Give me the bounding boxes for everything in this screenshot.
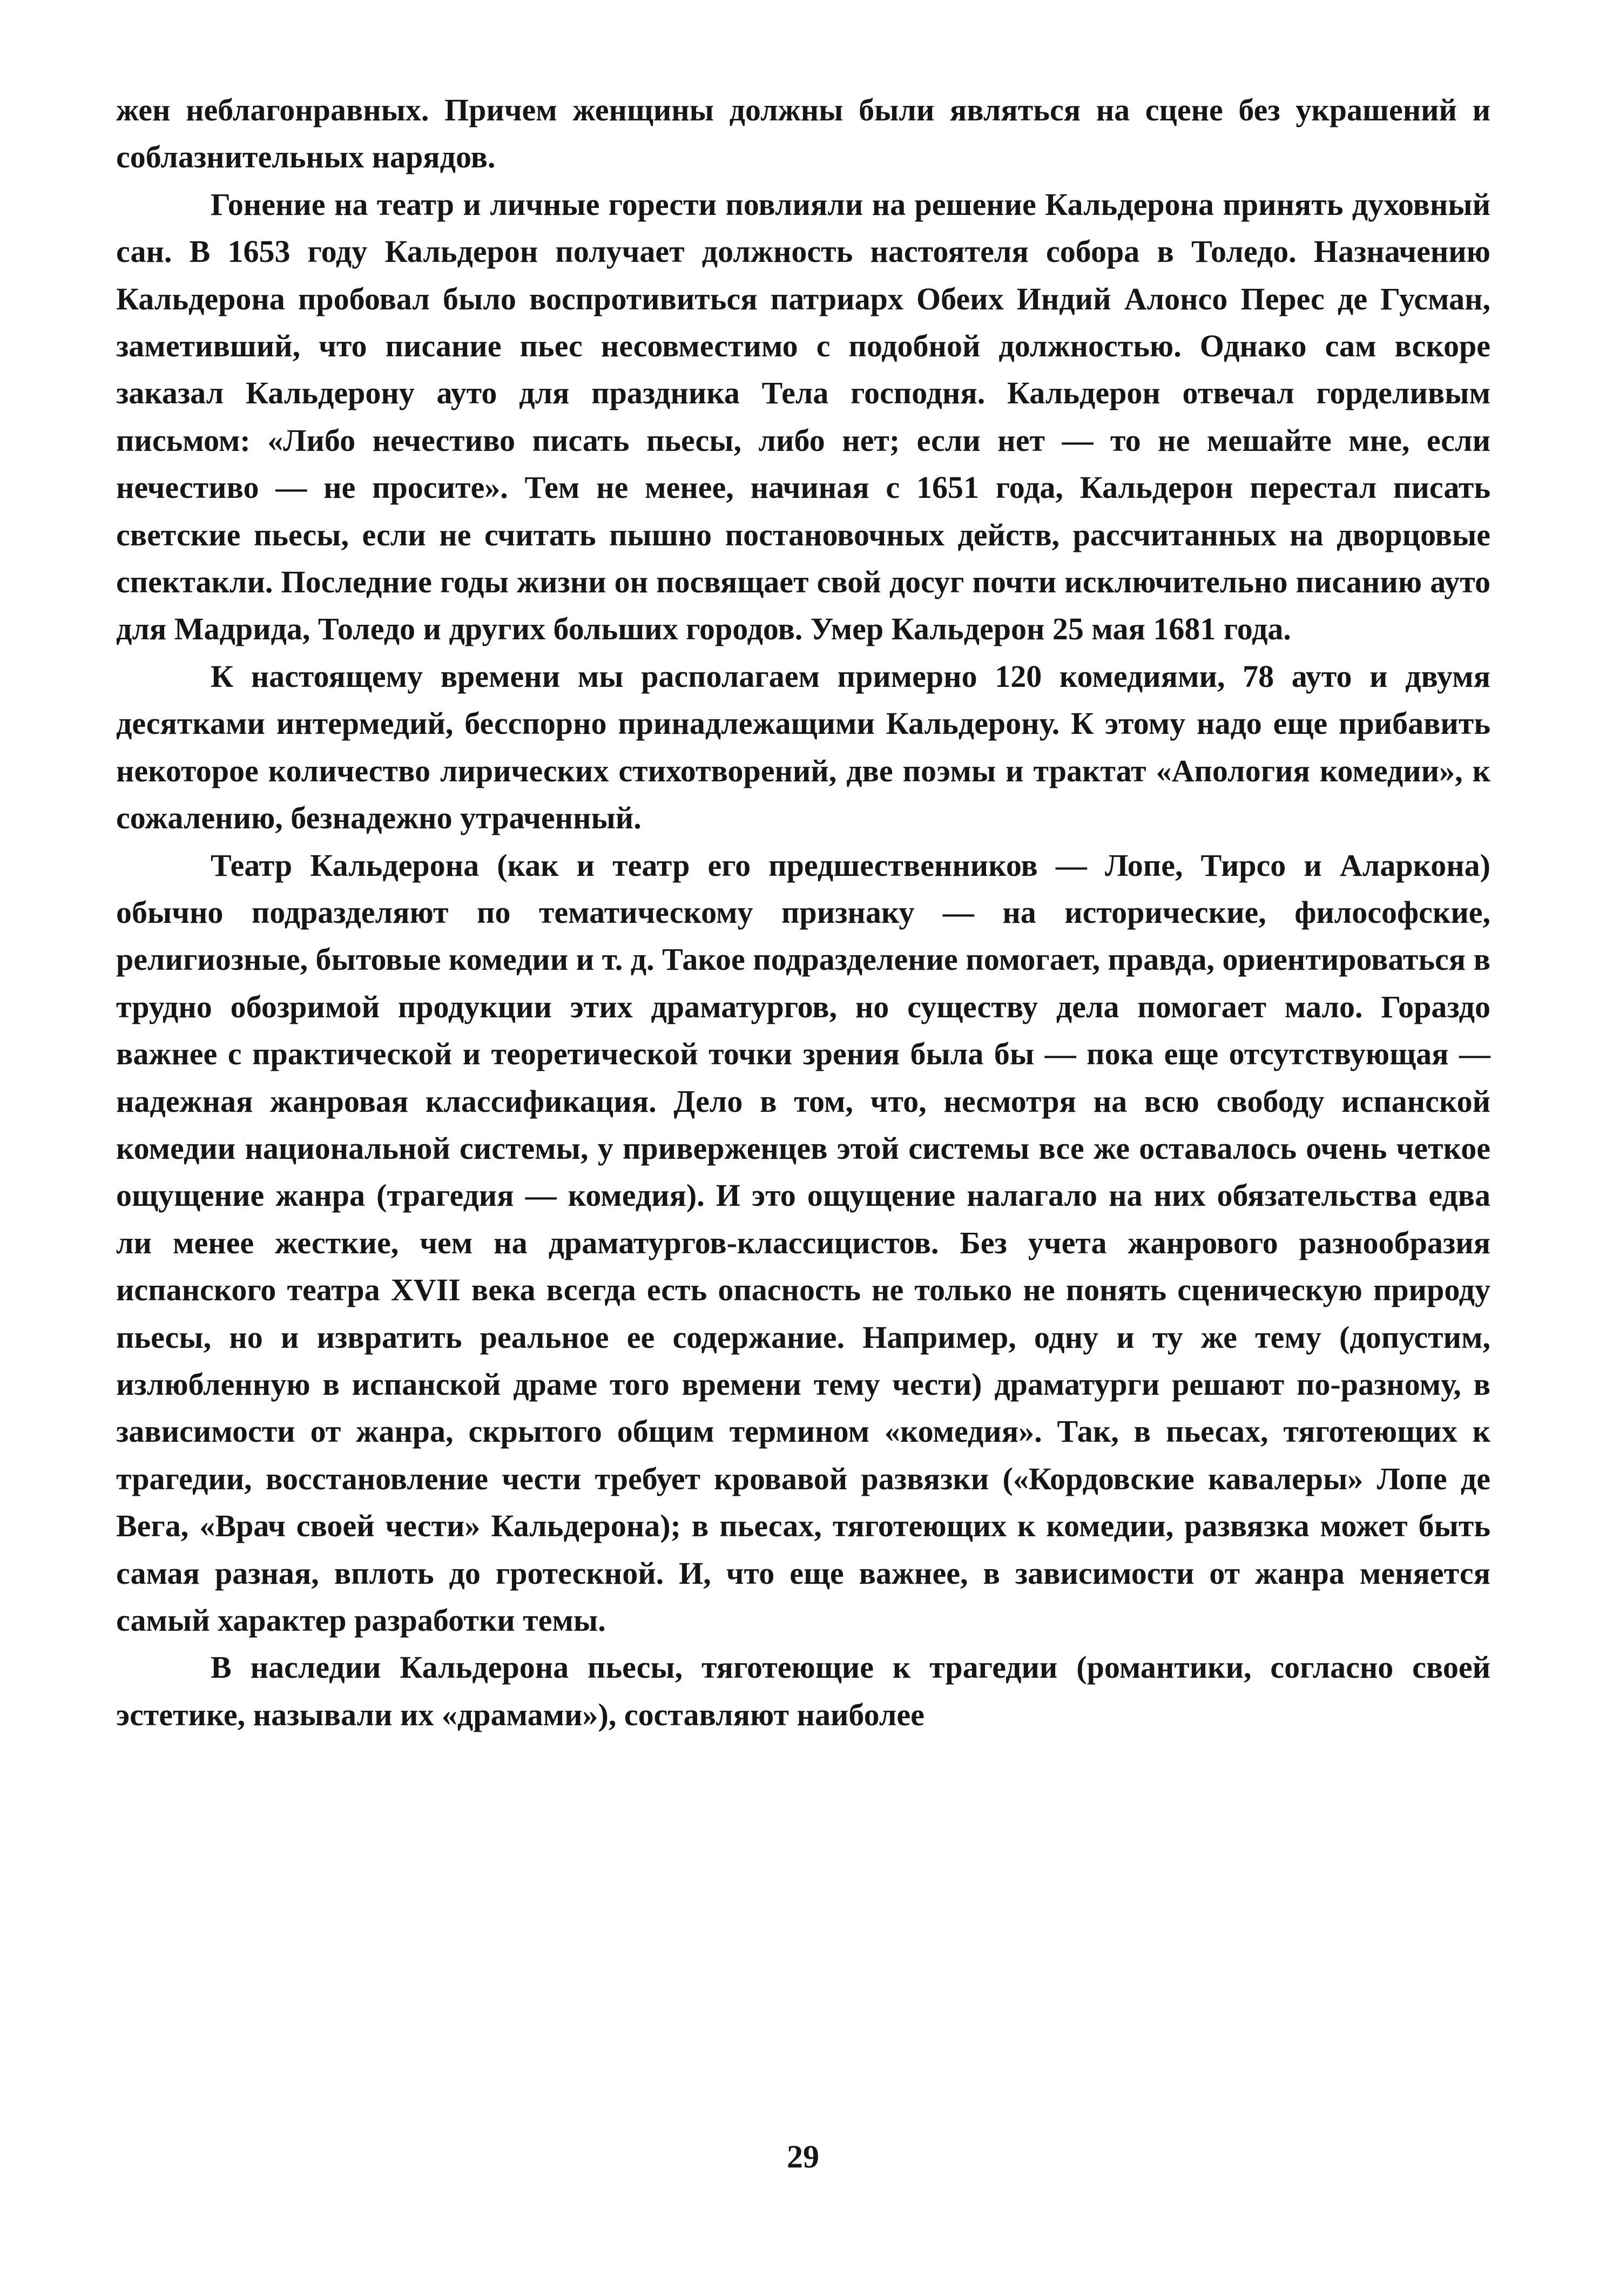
page-number: 29 [787, 2139, 819, 2175]
paragraph-continuation: жен неблагонравных. Причем женщины должны были являться на сцене без украшений и соблазнительных нарядов. [116, 92, 1490, 175]
body-text [116, 86, 1490, 1738]
paragraph-genre-classification: Театр Кальдерона (как и театр его предшественников — Лопе, Тирсо и Аларкона) обычно подразделяют по тематическому признаку — на исторические, философские, религиозные, бытовые комедии и т. д. Такое подразделение помогает, правда, ориентироваться в трудно обозримой продукции этих драматургов, но существу дела помогает мало. Гораздо важнее с практической и теоретической точки зрения была бы — пока еще отсутствующая — надежная жанровая классификация. Дело в том, что, несмотря на всю свободу испанской комедии национальной системы, у приверженцев этой системы все же оставалось очень четкое ощущение жанра (трагедия — комедия). И это ощущение налагало на них обязательства едва ли менее жесткие, чем на драматургов-классицистов. Без учета жанрового разнообразия испанского театра XVII века всегда есть опасность не только не понять сценическую природу пьесы, но и извратить реальное ее содержание. Например, одну и ту же тему (допустим, излюбленную в испанской драме того времени тему чести) драматурги решают по-разному, в зависимости от жанра, скрытого общим термином «комедия». Так, в пьесах, тяготеющих к трагедии, восстановление чести требует кровавой развязки («Кордовские кавалеры» Лопе де Вега, «Врач своей чести» Кальдерона); в пьесах, тяготеющих к комедии, развязка может быть самая разная, вплоть до гротескной. И, что еще важнее, в зависимости от жанра меняется самый характер разработки темы. [116, 847, 1490, 1638]
paragraph-works-count: К настоящему времени мы располагаем примерно 120 комедиями, 78 ауто и двумя десятками интермедий, бесспорно принадлежащими Кальдерону. К этому надо еще прибавить некоторое количество лирических стихотворений, две поэмы и трактат «Апология комедии», к сожалению, безнадежно утраченный. [116, 658, 1490, 836]
paragraph-calderon-priesthood: Гонение на театр и личные горести повлияли на решение Кальдерона принять духовный сан. В 1653 году Кальдерон получает должность настоятеля собора в Толедо. Назначению Кальдерона пробовал было воспротивиться патриарх Обеих Индий Алонсо Перес де Гусман, заметивший, что писание пьес несовместимо с подобной должностью. Однако сам вскоре заказал Кальдерону ауто для праздника Тела господня. Кальдерон отвечал горделивым письмом: «Либо нечестиво писать пьесы, либо нет; если нет — то не мешайте мне, если нечестиво — не просите». Тем не менее, начиная с 1651 года, Кальдерон перестал писать светские пьесы, если не считать пышно постановочных действ, рассчитанных на дворцовые спектакли. Последние годы жизни он посвящает свой досуг почти исключительно писанию ауто для Мадрида, Толедо и других больших городов. Умер Кальдерон 25 мая 1681 года. [116, 186, 1490, 647]
paragraph-tragedy-heritage: В наследии Кальдерона пьесы, тяготеющие к трагедии (романтики, согласно своей эстетике, называли их «драмами»), составляют наиболее [116, 1650, 1490, 1732]
